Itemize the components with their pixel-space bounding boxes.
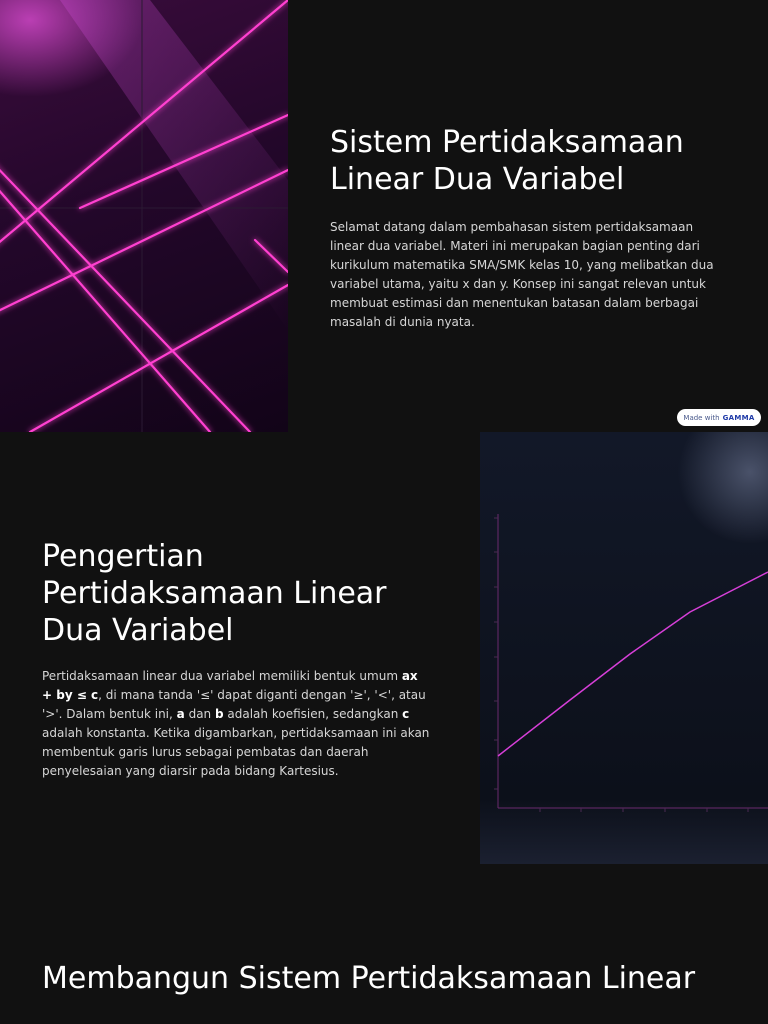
gamma-logo: GAMMA: [722, 413, 755, 422]
coefficient-b: b: [214, 707, 224, 721]
slide-3-title: Membangun Sistem Pertidaksamaan Linear: [42, 961, 696, 996]
slide-1: [0, 0, 768, 432]
slide-1-title: Sistem Pertidaksamaan Linear Dua Variabel: [330, 125, 684, 197]
slide-2-title: Pengertian Pertidaksamaan Linear Dua Variabel: [42, 539, 387, 648]
slide-1-body: Selamat datang dalam pembahasan sistem pertidaksamaan linear dua variabel. Materi ini merupakan bagian penting dari kurikulum matematika SMA/SMK kelas 10, yang melibatkan dua variabel utama, yaitu x dan y. Konsep ini sangat relevan untuk membuat estimasi dan menentukan batasan dalam berbagai masalah di dunia nyata.: [330, 220, 714, 329]
coefficient-a: a: [176, 707, 185, 721]
body-text: dan: [184, 707, 215, 721]
general-form: ax + by ≤ c: [42, 669, 418, 702]
line-graph-image: [480, 432, 768, 864]
body-text: Pertidaksamaan linear dua variabel memiliki bentuk umum: [42, 669, 402, 683]
neon-lines-graphic: [0, 0, 288, 432]
slide-2-body: [42, 667, 430, 781]
made-with-gamma-badge[interactable]: [677, 409, 761, 426]
badge-prefix: Made with: [683, 413, 720, 422]
body-text: adalah koefisien, sedangkan: [223, 707, 403, 721]
neon-lines-graph-image: [0, 0, 288, 432]
constant-c: c: [402, 707, 410, 721]
line-graph-graphic: [480, 432, 768, 864]
slide-2: [0, 432, 768, 864]
slide-3: [0, 864, 768, 1024]
body-text: , di mana tanda '≤' dapat diganti dengan '≥', '<', atau '>'. Dalam bentuk ini,: [42, 688, 426, 721]
body-text: adalah konstanta. Ketika digambarkan, pertidaksamaan ini akan membentuk garis lurus sebagai pembatas dan daerah penyelesaian yang diarsir pada bidang Kartesius.: [42, 726, 430, 778]
